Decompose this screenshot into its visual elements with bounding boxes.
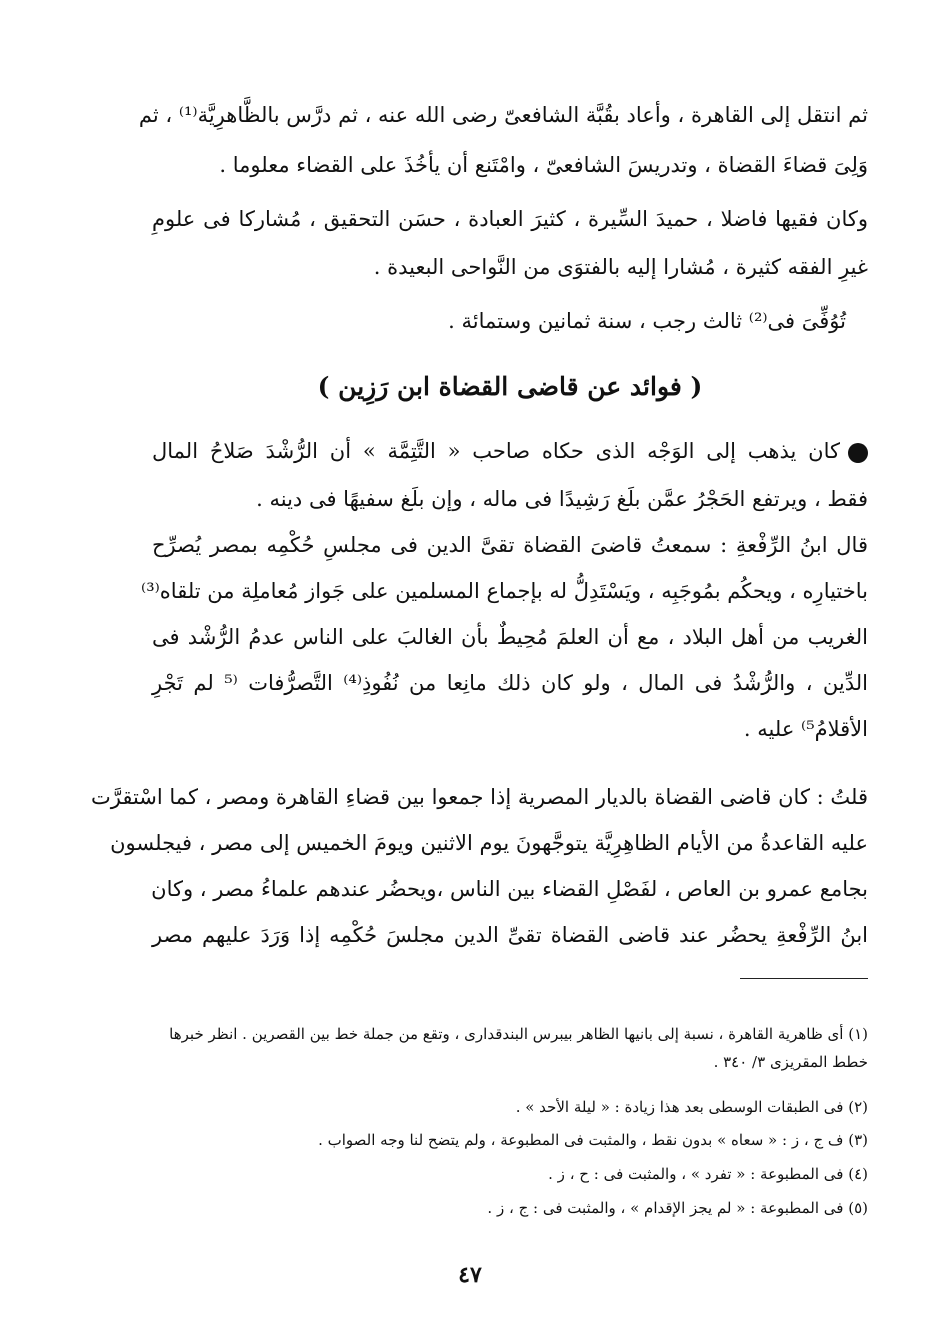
text-line: عليه القاعدةُ من الأيام الظاهِرِيَّة يتوجَّهونَ يوم الاثنين ويومَ الخميس إلى مصر ، فيجلسون xyxy=(110,831,868,855)
text-line: الدِّين ، والرُّشْدُ فى المال ، ولو كان ذلك مانِعا من نُفُوذِ⁽⁴⁾ التَّصرُّفات ⁽⁵ لم تَجْرِ xyxy=(152,671,868,695)
text-line: غيرِ الفقه كثيرة ، مُشارا إليه بالفتوَى من النَّواحى البعيدة . xyxy=(373,255,868,279)
text-line: قال ابنُ الرِّفْعةِ : سمعتُ قاضىَ القضاة تقىَّ الدين فى مجلسِ حُكْمِه بمصر يُصرِّح xyxy=(152,533,868,557)
text-line: تُوُفِّىَ فى⁽²⁾ ثالث رجب ، سنة ثمانين وستمائة . xyxy=(448,309,846,333)
text-line: وَلِىَ قضاءَ القضاة ، وتدريسَ الشافعىّ ، وامْتَنع أن يأخُذَ على القضاء معلوما . xyxy=(219,153,868,177)
text-line: قلتُ : كان قاضى القضاة بالديار المصرية إذا جمعوا بين قضاءِ القاهرة ومصر ، كما اسْتقرَّت xyxy=(90,785,868,809)
text-line xyxy=(152,436,868,466)
footnote-5: (٥) فى المطبوعة : « لم يجز الإقدام » ، والمثبت فى : ج ، ز . xyxy=(487,1199,868,1217)
footnote-divider xyxy=(740,978,868,979)
text-line: ابنُ الرِّفْعةِ يحضُر عند قاضى القضاة تقىِّ الدين مجلسَ حُكْمِه إذا وَرَدَ عليهم مصر xyxy=(152,923,868,947)
bullet-icon xyxy=(848,443,868,463)
text-line: بجامع عمرو بن العاص ، لفَصْلِ القضاء بين الناس ،ويحضُر عندهم علماءُ مصر ، وكان xyxy=(151,877,868,901)
text-line: فقط ، ويرتفع الحَجْرُ عمَّن بلَغ رَشِيدًا فى ماله ، وإن بلَغ سفيهًا فى دينه . xyxy=(256,487,868,511)
section-heading: ( فوائد عن قاضى القضاة ابن رَزِين ) xyxy=(317,372,703,401)
text-line: ثم انتقل إلى القاهرة ، وأعاد بقُبَّة الشافعىّ رضى الله عنه ، ثم درَّس بالظَّاهرِيَّة⁽¹⁾ ، ثم xyxy=(138,103,868,127)
footnote-1-continued: خطط المقريزى ٣/ ٣٤٠ . xyxy=(713,1053,868,1071)
text-line: وكان فقيها فاضلا ، حميدَ السِّيرة ، كثيرَ العبادة ، حسَن التحقيق ، مُشاركا فى علومِ xyxy=(152,207,868,231)
text-line: الأقلامُ⁵⁾ عليه . xyxy=(743,717,868,741)
footnote-4: (٤) فى المطبوعة : « تفرد » ، والمثبت فى : ح ، ز . xyxy=(548,1165,868,1183)
bullet-text: كان يذهب إلى الوَجْه الذى حكاه صاحب « التَّتِمَّة » أن الرُّشْدَ صَلاحُ المال xyxy=(152,439,840,463)
text-line: الغريب من أهل البلاد ، مع أن العلمَ مُحِيطٌ بأن الغالبَ على الناس عدمُ الرُّشْد فى xyxy=(152,625,868,649)
text-line: باختيارِه ، ويحكُم بمُوجَبِه ، ويَسْتَدِلُّ له بإجماع المسلمين على جَواز مُعاملِة من تلقاه⁽³⁾ xyxy=(141,579,868,603)
page-number: ٤٧ xyxy=(458,1262,482,1288)
footnote-2: (٢) فى الطبقات الوسطى بعد هذا زيادة : « ليلة الأحد » . xyxy=(515,1098,868,1116)
footnote-3: (٣) ف ج ، ز : « سعاه » بدون نقط ، والمثبت فى المطبوعة ، ولم يتضح لنا وجه الصواب . xyxy=(318,1131,868,1149)
footnote-1: (١) أى ظاهرية القاهرة ، نسبة إلى بانيها الظاهر بيبرس البندقدارى ، وتقع من جملة خط بين القصرين . انظر خبرها xyxy=(169,1025,868,1043)
